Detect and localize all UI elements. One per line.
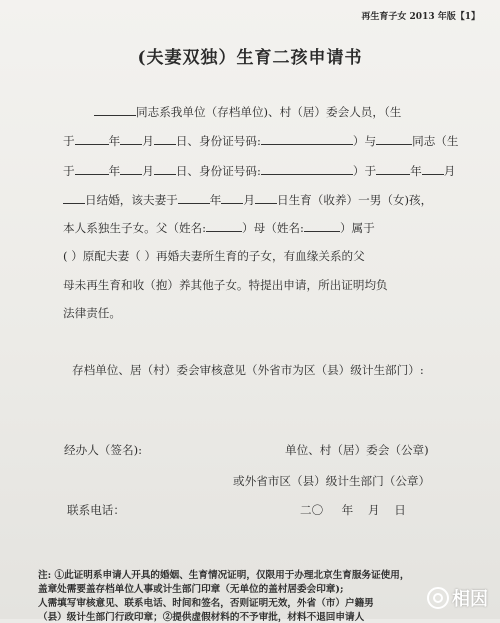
spouse-birth-day-blank[interactable] bbox=[154, 162, 176, 175]
body-line-6: ( ）原配夫妻（ ）再婚夫妻所生育的子女，有血缘关系的父 bbox=[63, 249, 365, 263]
review-heading: 存档单位、居（村）委会审核意见（外省市为区（县）级计生部门）: bbox=[72, 363, 424, 377]
document-title: (夫妻双独）生育二孩申请书 bbox=[137, 48, 363, 68]
spouse-id-blank[interactable] bbox=[261, 162, 353, 175]
body-line-5: 本人系独生子女。父（姓名: ）母（姓名: ）属于 bbox=[63, 221, 375, 235]
spouse-birth-month-blank[interactable] bbox=[120, 162, 142, 175]
alt-org-seal-label: 或外省市区（县）级计生部门（公章） bbox=[233, 474, 431, 488]
name-blank[interactable] bbox=[94, 103, 136, 116]
body-line-4: 日结婚，该夫妻于 年 月 日生育（收养）一男（女)孩， bbox=[63, 191, 432, 208]
id-number-blank[interactable] bbox=[261, 132, 353, 145]
note-line-4: （县）级计生部门行政印章；②提供虚假材料的不予审批，材料不退回申请人 bbox=[38, 612, 365, 623]
note-line-2: 盖章处需要盖存档单位人事或计生部门印章（无单位的盖村居委会印章); bbox=[38, 584, 344, 595]
birth-month-blank[interactable] bbox=[120, 132, 142, 145]
target-logo-icon bbox=[427, 587, 449, 609]
birth-day-blank[interactable] bbox=[154, 132, 176, 145]
edition-label: 再生育子女 2013 年版【1】 bbox=[361, 12, 480, 22]
spouse-birth-year-blank[interactable] bbox=[75, 162, 109, 175]
mother-name-blank[interactable] bbox=[304, 219, 340, 232]
note-line-3: 人需填写审核意见、联系电话、时间和签名，否则证明无效，外省（市）户籍男 bbox=[38, 598, 374, 609]
child-birth-year-blank[interactable] bbox=[178, 191, 210, 204]
marriage-month-blank[interactable] bbox=[422, 162, 444, 175]
father-name-blank[interactable] bbox=[206, 219, 242, 232]
contact-phone-label: 联系电话： bbox=[67, 503, 125, 517]
body-line-1: 同志系我单位（存档单位)、村（居）委会人员，（生 bbox=[94, 103, 401, 120]
birth-year-blank[interactable] bbox=[75, 132, 109, 145]
note-line-1: 注: ①此证明系申请人开具的婚姻、生育情况证明，仅限用于办理北京生育服务证使用， bbox=[38, 570, 410, 581]
marriage-day-blank[interactable] bbox=[63, 191, 85, 204]
watermark-text: 相因 bbox=[452, 589, 488, 610]
child-birth-day-blank[interactable] bbox=[255, 191, 277, 204]
body-line-3: 于 年 月 日、身份证号码: ）于 年 月 bbox=[63, 164, 456, 178]
body-line-8: 法律责任。 bbox=[63, 306, 121, 320]
watermark bbox=[427, 585, 488, 611]
spouse-name-blank[interactable] bbox=[376, 132, 412, 145]
marriage-year-blank[interactable] bbox=[376, 162, 410, 175]
handler-signature-label: 经办人（签名): bbox=[64, 443, 142, 457]
body-line-2: 于 年 月 日、身份证号码: ）与 同志（生 bbox=[63, 134, 459, 148]
date-line: 二〇 年 月 日 bbox=[300, 503, 406, 517]
org-seal-label: 单位、村（居）委会（公章) bbox=[285, 443, 429, 457]
child-birth-month-blank[interactable] bbox=[221, 191, 243, 204]
body-line-7: 母未再生育和收（抱）养其他子女。特提出申请，所出证明均负 bbox=[63, 278, 388, 292]
